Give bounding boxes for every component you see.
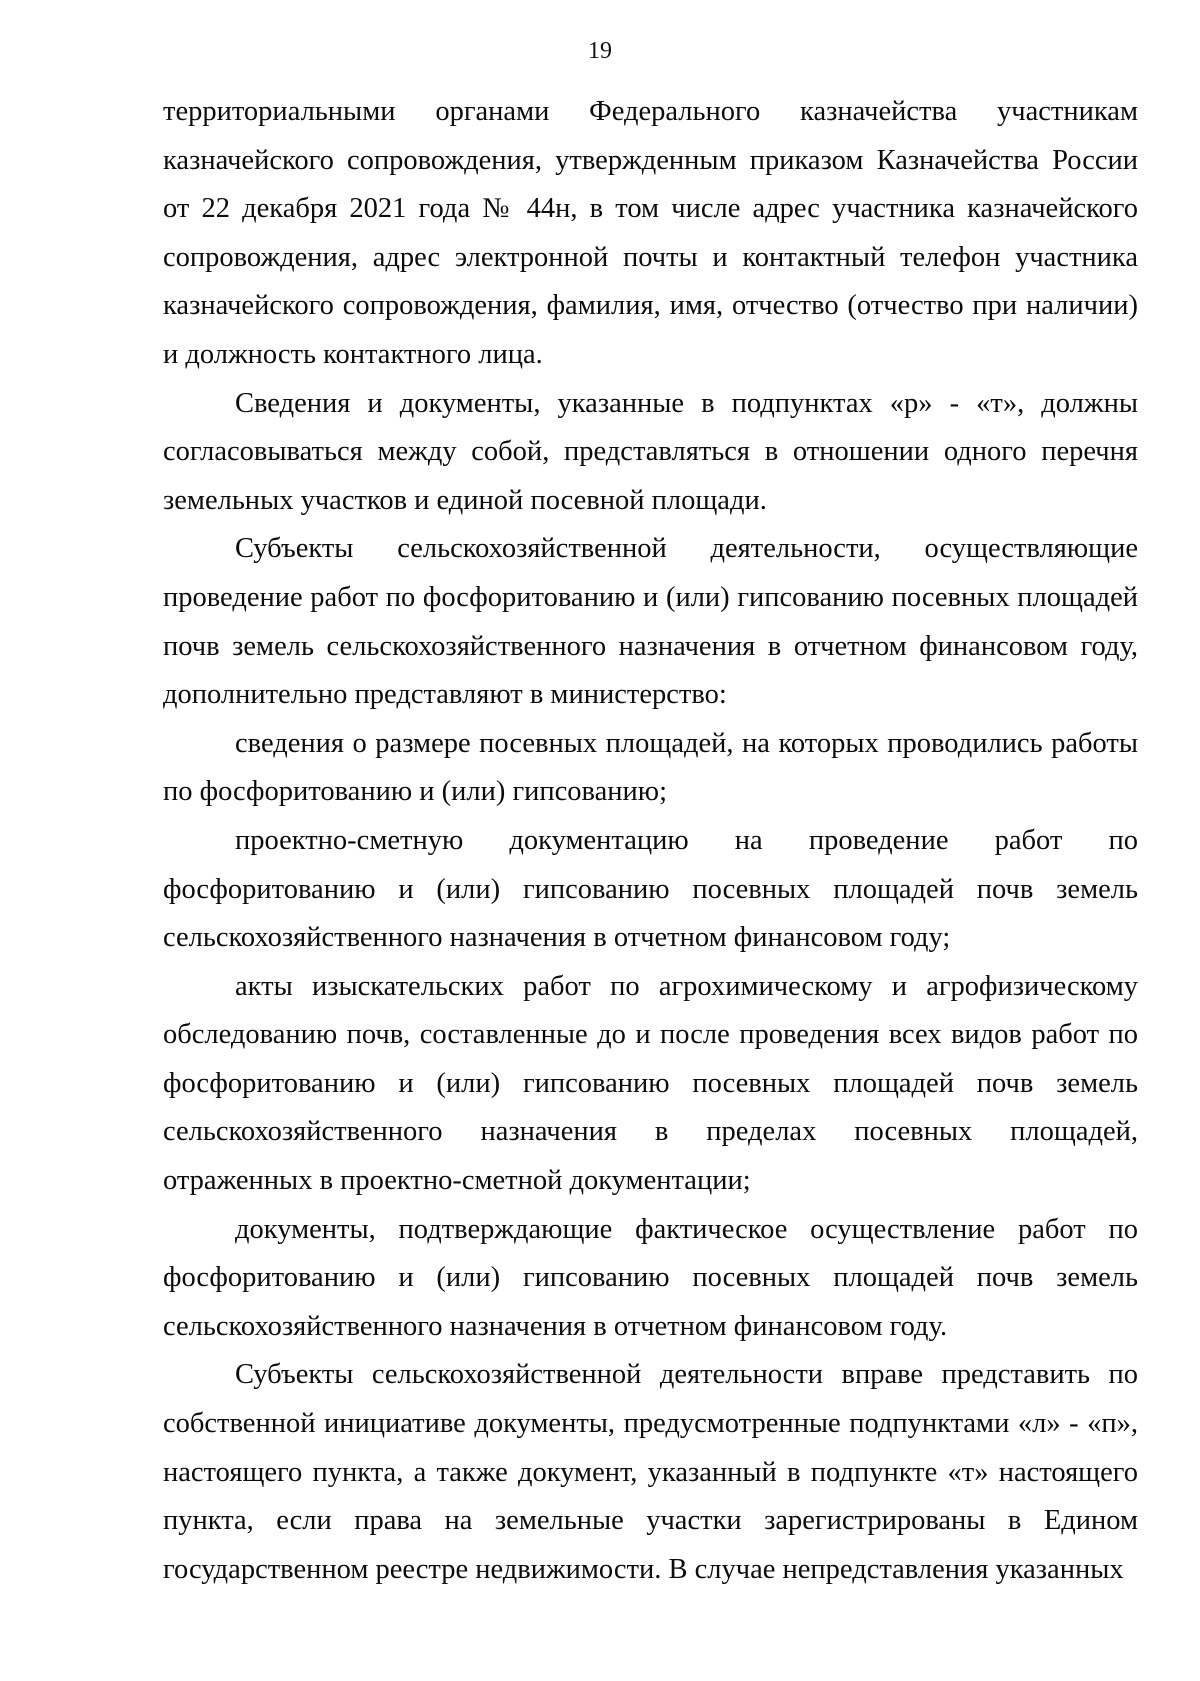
document-body [163,88,1138,1594]
paragraph-consistency-requirement: Сведения и документы, указанные в подпунктах «р» - «т», должны согласовываться между собой, представляться в отношении одного перечня земельных участков и единой посевной площади. [163,387,1138,516]
paragraph-phosphoritization-subjects: Субъекты сельскохозяйственной деятельности, осуществляющие проведение работ по фосфоритованию и (или) гипсованию посевных площадей почв земель сельскохозяйственного назначения в отчетном финансовом году, дополнительно представляют в министерство: [163,533,1138,711]
list-item-survey-acts: акты изыскательских работ по агрохимическому и агрофизическому обследованию почв, составленные до и после проведения всех видов работ по фосфоритованию и (или) гипсованию посевных площадей почв земель сельскохозяйственного назначения в пределах посевных площадей, отраженных в проектно-сметной документации; [163,970,1138,1197]
paragraph-optional-documents: Субъекты сельскохозяйственной деятельности вправе представить по собственной инициативе документы, предусмотренные подпунктами «л» - «п», настоящего пункта, а также документ, указанный в подпункте «т» настоящего пункта, если права на земельные участки зарегистрированы в Едином государственном реестре недвижимости. В случае непредставления указанных [163,1359,1138,1585]
page-number: 19 [588,38,612,64]
list-item-design-estimate-docs: проектно-сметную документацию на проведение работ по фосфоритованию и (или) гипсованию посевных площадей почв земель сельскохозяйственного назначения в отчетном финансовом году; [163,824,1138,954]
list-item-confirming-documents: документы, подтверждающие фактическое осуществление работ по фосфоритованию и (или) гипсованию посевных площадей почв земель сельскохозяйственного назначения в отчетном финансовом году. [163,1213,1138,1342]
paragraph-continuation: территориальными органами Федерального казначейства участникам казначейского сопровождения, утвержденным приказом Казначейства России от 22 декабря 2021 года № 44н, в том числе адрес участника казначейского сопровождения, адрес электронной почты и контактный телефон участника казначейского сопровождения, фамилия, имя, отчество (отчество при наличии) и должность контактного лица. [163,96,1138,370]
list-item-sown-area-info: сведения о размере посевных площадей, на которых проводились работы по фосфоритованию и (или) гипсованию; [163,727,1138,808]
